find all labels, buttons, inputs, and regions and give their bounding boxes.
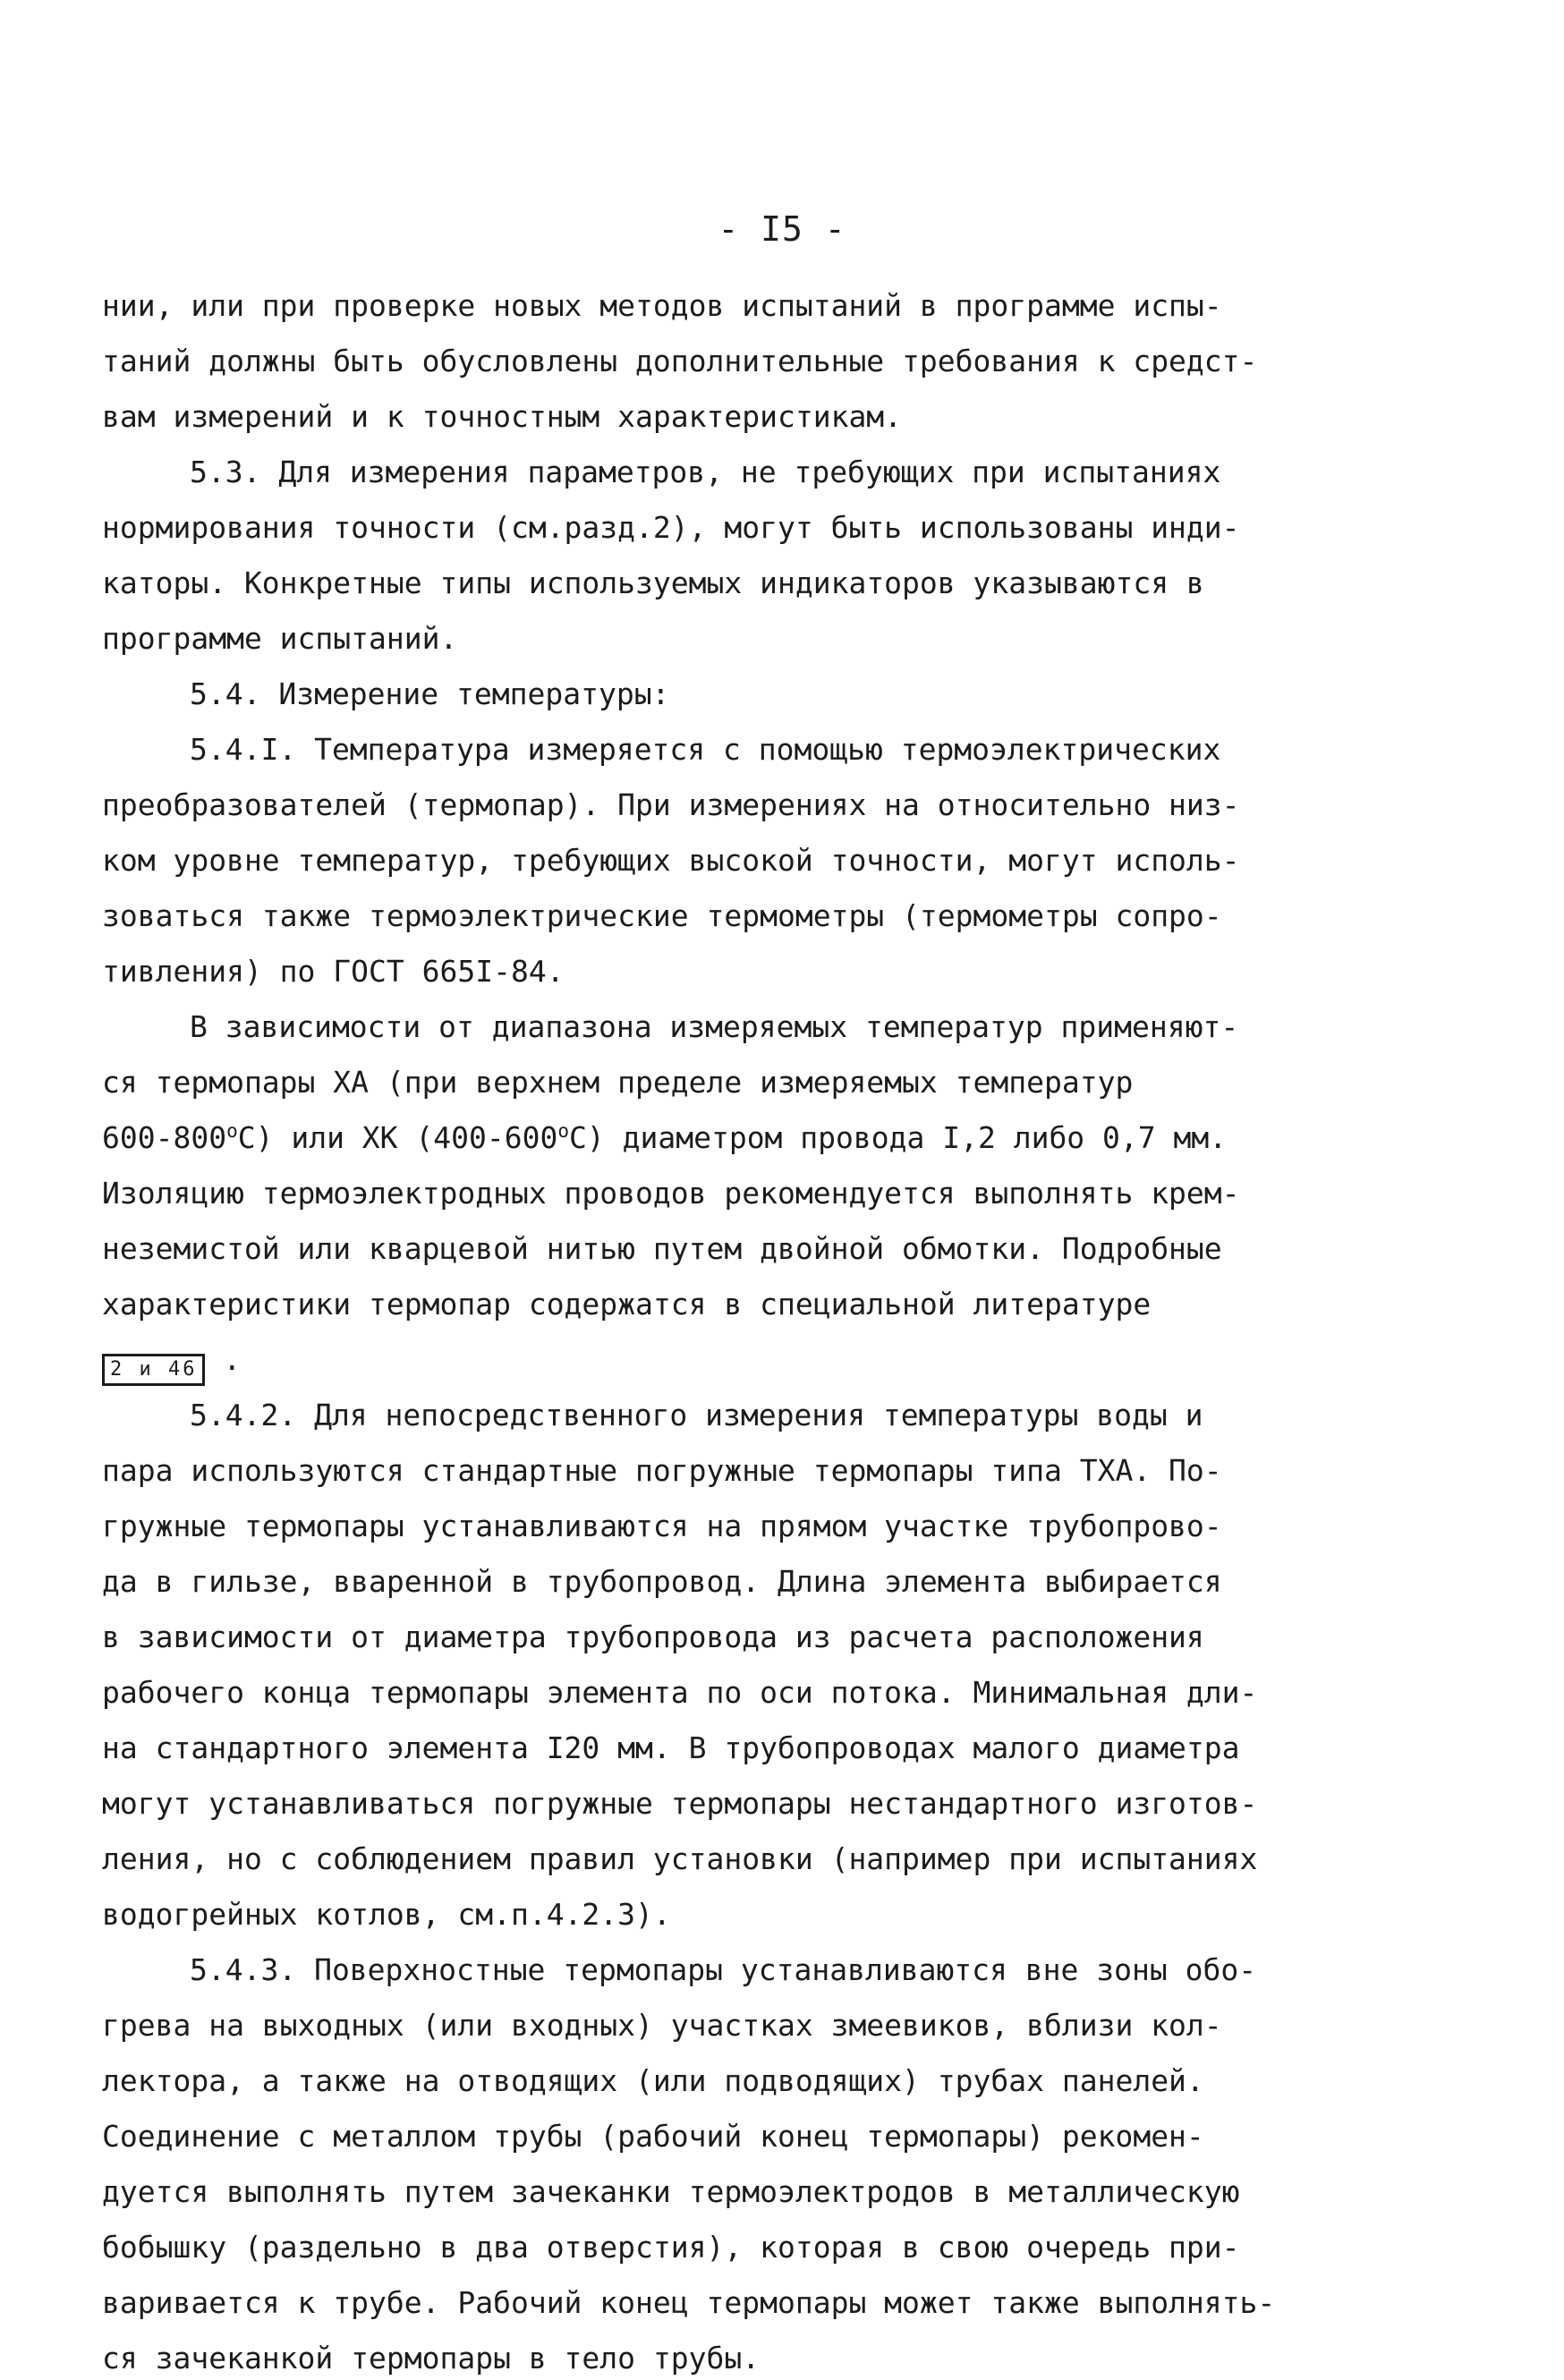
line-text: водогрейных котлов, см.п.4.2.3). — [102, 1897, 671, 1932]
line-text: неземистой или кварцевой нитью путем двойной обмотки. Подробные — [102, 1231, 1222, 1266]
line-text: ся термопары ХА (при верхнем пределе измеряемых температур — [102, 1065, 1134, 1100]
text-line — [0, 2226, 1564, 2269]
line-text: В зависимости от диапазона измеряемых температур применяют- — [190, 1009, 1239, 1044]
text-line — [0, 1616, 1564, 1659]
reference-citation: 2 и 46 — [102, 1354, 205, 1386]
text-line — [0, 1782, 1564, 1825]
text-line — [0, 1117, 1564, 1160]
text-line — [0, 895, 1564, 938]
line-text: 5.3. Для измерения параметров, не требующих при испытаниях — [190, 455, 1221, 489]
line-text: Соединение с металлом трубы (рабочий конец термопары) рекомен- — [102, 2119, 1204, 2154]
text-line — [0, 1283, 1564, 1326]
text-line — [0, 2004, 1564, 2047]
line-text: Изоляцию термоэлектродных проводов рекомендуется выполнять крем- — [102, 1176, 1240, 1211]
line-text: программе испытаний. — [102, 621, 458, 656]
line-text — [102, 1117, 1227, 1160]
line-text: бобышку (раздельно в два отверстия), которая в свою очередь при- — [102, 2230, 1240, 2265]
page-number: - I5 - — [718, 209, 846, 249]
line-text: 5.4.3. Поверхностные термопары устанавливаются вне зоны обо- — [190, 1952, 1257, 1987]
line-text: тивления) по ГОСТ 665I-84. — [102, 954, 565, 989]
text-line — [0, 562, 1564, 605]
text-line — [0, 506, 1564, 549]
text-line — [0, 1006, 1564, 1049]
text-line — [0, 784, 1564, 827]
line-text: таний должны быть обусловлены дополнительные требования к средст- — [102, 344, 1258, 378]
text-line — [0, 1560, 1564, 1603]
text-line — [0, 1893, 1564, 1936]
line-text: ком уровне температур, требующих высокой точности, могут исполь- — [102, 843, 1240, 878]
line-text: пара используются стандартные погружные термопары типа ТХА. По- — [102, 1453, 1222, 1488]
line-text: вам измерений и к точностным характеристикам. — [102, 399, 903, 434]
line-text: на стандартного элемента I20 мм. В трубопроводах малого диаметра — [102, 1730, 1240, 1765]
line-text: зоваться также термоэлектрические термометры (термометры сопро- — [102, 898, 1222, 933]
line-text: 5.4.2. Для непосредственного измерения температуры воды и — [190, 1398, 1203, 1432]
text-line — [0, 728, 1564, 771]
line-text: каторы. Конкретные типы используемых индикаторов указываются в — [102, 565, 1204, 600]
line-text: лектора, а также на отводящих (или подводящих) трубах панелей. — [102, 2063, 1204, 2098]
degree-superscript: о — [557, 1120, 570, 1142]
line-text: преобразователей (термопар). При измерениях на относительно низ- — [102, 787, 1240, 822]
line-text: ся зачеканкой термопары в тело трубы. — [102, 2341, 761, 2376]
text-line — [0, 1671, 1564, 1714]
line-text: гружные термопары устанавливаются на прямом участке трубопрово- — [102, 1509, 1222, 1543]
text-line — [0, 1727, 1564, 1770]
line-text: ления, но с соблюдением правил установки (например при испытаниях — [102, 1841, 1258, 1876]
text-line — [0, 451, 1564, 494]
line-text: дуется выполнять путем зачеканки термоэлектродов в металлическую — [102, 2174, 1240, 2209]
text-line — [0, 1228, 1564, 1271]
line-text: в зависимости от диаметра трубопровода из расчета расположения — [102, 1619, 1204, 1654]
line-text: нормирования точности (см.разд.2), могут быть использованы инди- — [102, 510, 1240, 545]
text-line — [0, 1394, 1564, 1437]
line-text: 5.4. Измерение температуры: — [190, 676, 670, 711]
text-line — [0, 1061, 1564, 1104]
text-line — [0, 839, 1564, 882]
line-text: 5.4.I. Температура измеряется с помощью термоэлектрических — [190, 732, 1221, 767]
text-line — [0, 285, 1564, 327]
line-fragment: С) диаметром провода I,2 либо 0,7 мм. — [569, 1120, 1228, 1155]
text-line — [0, 1949, 1564, 1992]
line-fragment: 600-800 — [102, 1120, 227, 1155]
text-line — [0, 673, 1564, 716]
line-text: нии, или при проверке новых методов испытаний в программе испы- — [102, 288, 1222, 323]
text-line — [0, 340, 1564, 383]
line-fragment: . — [205, 1342, 242, 1377]
text-line — [0, 1505, 1564, 1548]
text-line — [0, 1449, 1564, 1492]
text-line — [0, 2060, 1564, 2103]
line-fragment: С) или ХК (400-600 — [237, 1120, 558, 1155]
line-text: да в гильзе, вваренной в трубопровод. Длина элемента выбирается — [102, 1564, 1222, 1599]
text-line — [0, 1838, 1564, 1881]
text-line — [0, 1339, 1564, 1381]
degree-superscript: о — [226, 1120, 238, 1142]
line-text: могут устанавливаться погружные термопары нестандартного изготов- — [102, 1786, 1258, 1821]
text-line — [0, 2115, 1564, 2158]
text-line — [0, 2171, 1564, 2214]
line-text: рабочего конца термопары элемента по оси потока. Минимальная дли- — [102, 1675, 1258, 1710]
text-line — [0, 2337, 1564, 2380]
text-line — [0, 950, 1564, 993]
text-line — [0, 2282, 1564, 2325]
text-line — [0, 1172, 1564, 1215]
text-line — [0, 395, 1564, 438]
line-text: грева на выходных (или входных) участках змеевиков, вблизи кол- — [102, 2008, 1222, 2043]
line-text: варивается к трубе. Рабочий конец термопары может также выполнять- — [102, 2285, 1276, 2320]
line-text — [102, 1339, 241, 1386]
line-text: характеристики термопар содержатся в специальной литературе — [102, 1287, 1152, 1322]
text-line — [0, 617, 1564, 660]
